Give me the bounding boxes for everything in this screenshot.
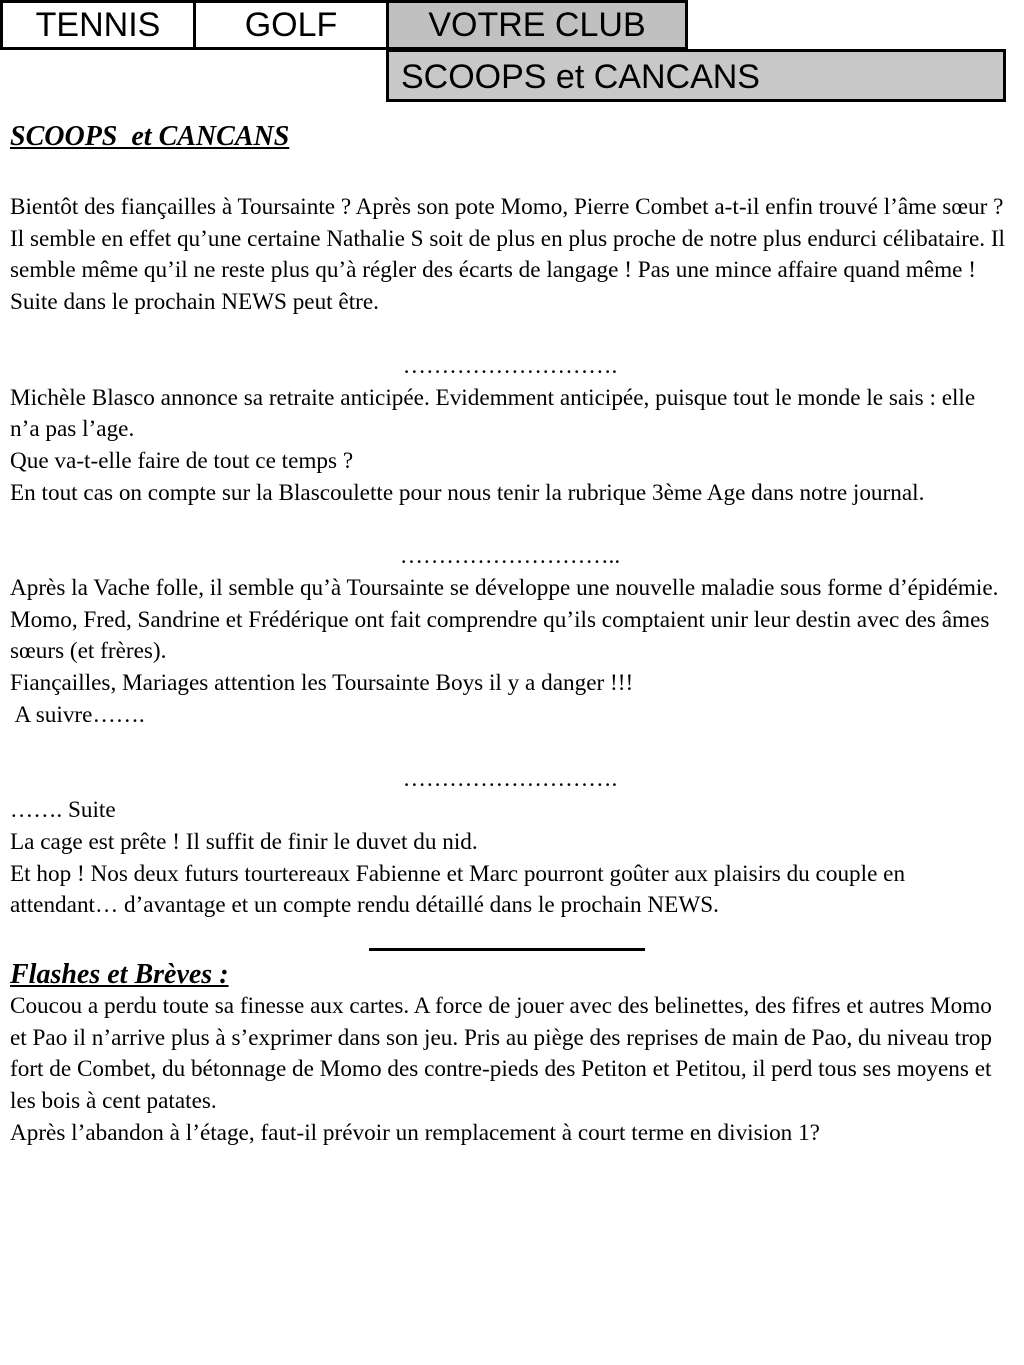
- paragraph: Après l’abandon à l’étage, faut-il prévoir un remplacement à court terme en division 1?: [10, 1119, 820, 1146]
- separator-dots: ……………………….: [402, 352, 618, 379]
- horizontal-rule: [369, 948, 645, 951]
- tab-golf[interactable]: GOLF: [193, 0, 389, 50]
- paragraph: Fiançailles, Mariages attention les Toursainte Boys il y a danger !!!: [10, 670, 634, 697]
- paragraph: Que va-t-elle faire de tout ce temps ?: [10, 447, 354, 474]
- paragraph: ……. Suite: [10, 797, 116, 824]
- paragraph: Bientôt des fiançailles à Toursainte ? Après son pote Momo, Pierre Combet a-t-il enfin trouvé l’âme sœur ?: [10, 194, 1004, 220]
- separator-dots: ………………………..: [399, 543, 621, 570]
- paragraph: La cage est prête ! Il suffit de finir le duvet du nid.: [10, 828, 478, 855]
- paragraph: Suite dans le prochain NEWS peut être.: [10, 289, 379, 316]
- flashes-title: Flashes et Brèves :: [10, 959, 229, 991]
- paragraph: Et hop ! Nos deux futurs tourtereaux Fabienne et Marc pourront goûter aux plaisirs du couple en attendant… d’avantage et un compte rendu détaillé dans le prochain NEWS.: [10, 860, 906, 919]
- paragraph: Michèle Blasco annonce sa retraite anticipée. Evidemment anticipée, puisque tout le monde le sais : elle n’a pas l’age.: [10, 384, 976, 443]
- tab-votre-club[interactable]: VOTRE CLUB: [386, 0, 688, 50]
- paragraph: En tout cas on compte sur la Blascoulette pour nous tenir la rubrique 3ème Age dans notre journal.: [10, 479, 925, 506]
- separator-dots: ……………………….: [402, 765, 618, 792]
- paragraph: Coucou a perdu toute sa finesse aux cartes. A force de jouer avec des belinettes, des fifres et autres Momo et Pao il n’arrive plus à s’exprimer dans son jeu. Pris au piège des reprises de main de Pao, du niveau trop fort de Combet, du bétonnage de Momo des contre-pieds des Petiton et Petitou, il perd tous ses moyens et les bois à cent patates.: [10, 993, 992, 1115]
- paragraph: A suivre…….: [10, 701, 145, 728]
- section-title: SCOOPS et CANCANS: [10, 121, 290, 152]
- tab-tennis[interactable]: TENNIS: [0, 0, 196, 50]
- paragraph: Momo, Fred, Sandrine et Frédérique ont fait comprendre qu’ils comptaient unir leur destin avec des âmes sœurs (et frères).: [10, 606, 990, 665]
- paragraph: Il semble en effet qu’une certaine Nathalie S soit de plus en plus proche de notre plus endurci célibataire. Il semble même qu’il ne reste plus qu’à régler des écarts de langage ! Pas une mince affaire quand même !: [10, 225, 1005, 284]
- subtab-scoops-et-cancans[interactable]: SCOOPS et CANCANS: [386, 49, 1006, 102]
- article-content: [10, 118, 1010, 1150]
- paragraph: Après la Vache folle, il semble qu’à Toursainte se développe une nouvelle maladie sous forme d’épidémie.: [10, 575, 999, 601]
